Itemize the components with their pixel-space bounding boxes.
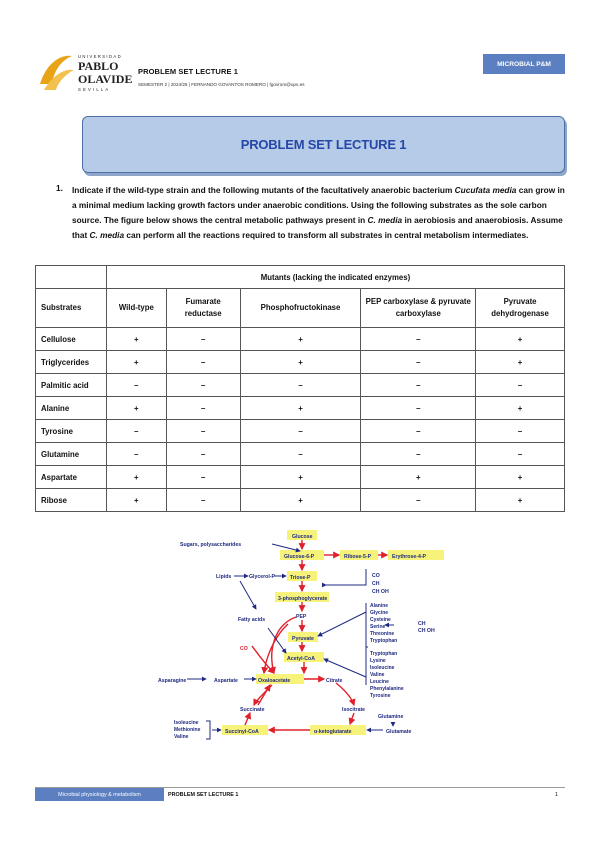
table-row: [36, 420, 565, 443]
growth-cell: –: [361, 420, 476, 443]
growth-cell: +: [106, 489, 166, 512]
growth-cell: +: [106, 328, 166, 351]
mutants-header: Mutants (lacking the indicated enzymes): [106, 266, 564, 289]
page-title: PROBLEM SET LECTURE 1: [240, 137, 407, 152]
growth-cell: –: [166, 443, 240, 466]
label-lipids: Lipids: [216, 574, 232, 580]
table-row: [36, 489, 565, 512]
growth-cell: –: [106, 374, 166, 397]
growth-cell: –: [361, 351, 476, 374]
substrate-cell: Aspartate: [36, 466, 107, 489]
label-ch-b: CH OH: [418, 628, 435, 634]
amino-acid-label: Glycine: [370, 610, 389, 616]
results-table: [35, 265, 565, 512]
amino-acid-label: Lysine: [370, 658, 386, 664]
substrate-cell: Palmitic acid: [36, 374, 107, 397]
amino-acid-label: Tyrosine: [370, 693, 391, 699]
growth-cell: +: [361, 466, 476, 489]
amino-acid-label: Threonine: [370, 631, 395, 637]
empty-header-cell: [36, 266, 107, 289]
growth-cell: –: [106, 420, 166, 443]
q-organism-short: C. media: [367, 215, 403, 225]
amino-acid-label: Serine: [370, 624, 386, 630]
table-row: [36, 374, 565, 397]
amino-acids-succinylcoa-group: [174, 720, 201, 740]
growth-cell: +: [240, 328, 361, 351]
label-sugars: Sugars, polysaccharides: [180, 542, 242, 548]
amino-acids-serine-group: [370, 603, 397, 644]
amino-acid-label: Leucine: [370, 679, 389, 685]
growth-cell: +: [106, 351, 166, 374]
label-co2: CO: [240, 646, 248, 652]
label-succinate: Succinate: [240, 707, 265, 713]
amino-acid-label: Cysteine: [370, 617, 391, 623]
table-row: [36, 443, 565, 466]
substrate-cell: Alanine: [36, 397, 107, 420]
growth-cell: –: [166, 374, 240, 397]
highlight-boxes: [222, 530, 444, 735]
col-header: Substrates: [36, 289, 107, 328]
header-subtitle: SEMESTER 2 | 2024/25 | FERNANDO GOVANTOS ROMERO | fgovrom@upo.es: [138, 82, 305, 87]
label-fatty-acids: Fatty acids: [238, 617, 266, 623]
title-box: [82, 116, 565, 173]
label-glutamine: Glutamine: [378, 714, 404, 720]
table-row: [36, 328, 565, 351]
amino-acid-label: Phenylalanine: [370, 686, 404, 692]
label-triose: Triose-P: [290, 575, 311, 581]
label-pyruvate: Pyruvate: [292, 636, 314, 642]
question-number: 1.: [56, 183, 63, 193]
growth-cell: –: [166, 489, 240, 512]
table-header-row: [36, 266, 565, 289]
label-c2: CH: [372, 581, 380, 587]
logo-line4: SEVILLA: [78, 87, 111, 92]
question-text: [72, 183, 568, 243]
label-aspartate: Aspartate: [214, 678, 238, 684]
col-header: PEP carboxylase & pyruvate carboxylase: [361, 289, 476, 328]
growth-cell: +: [240, 489, 361, 512]
growth-cell: –: [166, 420, 240, 443]
amino-acid-label: Tryptophan: [370, 638, 398, 644]
logo-line2: PABLO: [78, 59, 119, 73]
growth-cell: +: [476, 328, 565, 351]
growth-cell: +: [476, 489, 565, 512]
label-glucose: Glucose: [292, 534, 313, 540]
label-citrate: Citrate: [326, 678, 343, 684]
col-header: Fumarate reductase: [166, 289, 240, 328]
growth-cell: –: [476, 443, 565, 466]
label-acetyl-coa: Acetyl-CoA: [287, 656, 315, 662]
growth-cell: –: [361, 374, 476, 397]
logo-line3: OLAVIDE: [78, 72, 133, 86]
growth-cell: –: [361, 489, 476, 512]
growth-cell: –: [166, 328, 240, 351]
metabolic-pathway-diagram: [150, 525, 450, 753]
growth-cell: –: [361, 397, 476, 420]
q-part4: can perform all the reactions required to transform all substrates in central metabolism intermediates.: [124, 230, 529, 240]
substrate-cell: Ribose: [36, 489, 107, 512]
amino-acid-label: Valine: [370, 672, 385, 678]
amino-acid-label: Alanine: [370, 603, 389, 609]
q-part2: can grow in a minimal medium lacking growth factors under anaerobic conditions. Using the following substrates as the sole carbon source. The figure below shows the central metabolic pathways present in: [72, 185, 565, 225]
q-organism-short2: C. media: [89, 230, 125, 240]
amino-acids-acetylcoa-group: [370, 651, 404, 699]
substrate-cell: Triglycerides: [36, 351, 107, 374]
label-r5p: Ribose-5-P: [344, 554, 372, 560]
footer-title: PROBLEM SET LECTURE 1: [168, 792, 239, 798]
page-number: 1: [555, 792, 558, 798]
course-badge: MICROBIAL P&M: [483, 54, 565, 74]
amino-acid-label: Isoleucine: [370, 665, 395, 671]
growth-cell: +: [106, 466, 166, 489]
q-part3: in aerobiosis and anaerobiosis. Assume that: [72, 215, 563, 240]
growth-cell: –: [166, 351, 240, 374]
footer-course: Microbial physiology & metabolism: [35, 788, 164, 801]
label-asparagine: Asparagine: [158, 678, 187, 684]
growth-cell: +: [476, 351, 565, 374]
table-row: [36, 397, 565, 420]
label-g6p: Glucose-6-P: [284, 554, 315, 560]
growth-cell: –: [240, 443, 361, 466]
growth-cell: +: [240, 351, 361, 374]
label-isocitrate: Isocitrate: [342, 707, 366, 713]
growth-cell: +: [240, 466, 361, 489]
q-part1: Indicate if the wild-type strain and the following mutants of the facultatively anaerobic bacterium: [72, 185, 455, 195]
label-oxaloacetate: Oxaloacetate: [258, 678, 291, 684]
growth-cell: +: [240, 397, 361, 420]
growth-cell: –: [476, 420, 565, 443]
amino-acid-label: Valine: [174, 734, 189, 740]
growth-cell: +: [106, 397, 166, 420]
growth-cell: –: [166, 397, 240, 420]
growth-cell: –: [166, 466, 240, 489]
q-organism: Cucufata media: [454, 185, 517, 195]
growth-cell: –: [106, 443, 166, 466]
label-succinyl-coa: Succinyl-CoA: [225, 729, 259, 735]
amino-acid-label: Tryptophan: [370, 651, 398, 657]
label-glycerol: Glycerol-P: [249, 574, 275, 580]
label-e4p: Erythrose-4-P: [392, 554, 427, 560]
label-c1: CO: [372, 573, 380, 579]
substrate-cell: Glutamine: [36, 443, 107, 466]
amino-acid-label: Methionine: [174, 727, 201, 733]
growth-cell: –: [361, 443, 476, 466]
label-glutamate: Glutamate: [386, 729, 412, 735]
col-header: Pyruvate dehydrogenase: [476, 289, 565, 328]
label-c3: CH OH: [372, 589, 389, 595]
amino-acid-label: Isoleucine: [174, 720, 199, 726]
col-header: Wild-type: [106, 289, 166, 328]
table-row: [36, 351, 565, 374]
growth-cell: +: [476, 397, 565, 420]
growth-cell: –: [240, 374, 361, 397]
substrate-cell: Tyrosine: [36, 420, 107, 443]
col-header: Phosphofructokinase: [240, 289, 361, 328]
growth-cell: –: [361, 328, 476, 351]
label-akg: α-ketoglutarate: [314, 729, 352, 735]
column-header-row: [36, 289, 565, 328]
label-3pg: 3-phosphoglycerate: [278, 596, 328, 602]
growth-cell: +: [476, 466, 565, 489]
label-ch-a: CH: [418, 621, 426, 627]
table-row: [36, 466, 565, 489]
label-pep: PEP: [296, 614, 307, 620]
university-logo: [38, 50, 136, 96]
growth-cell: –: [240, 420, 361, 443]
substrate-cell: Cellulose: [36, 328, 107, 351]
logo-line1: UNIVERSIDAD: [78, 54, 123, 59]
header-title: PROBLEM SET LECTURE 1: [138, 67, 239, 76]
growth-cell: –: [476, 374, 565, 397]
